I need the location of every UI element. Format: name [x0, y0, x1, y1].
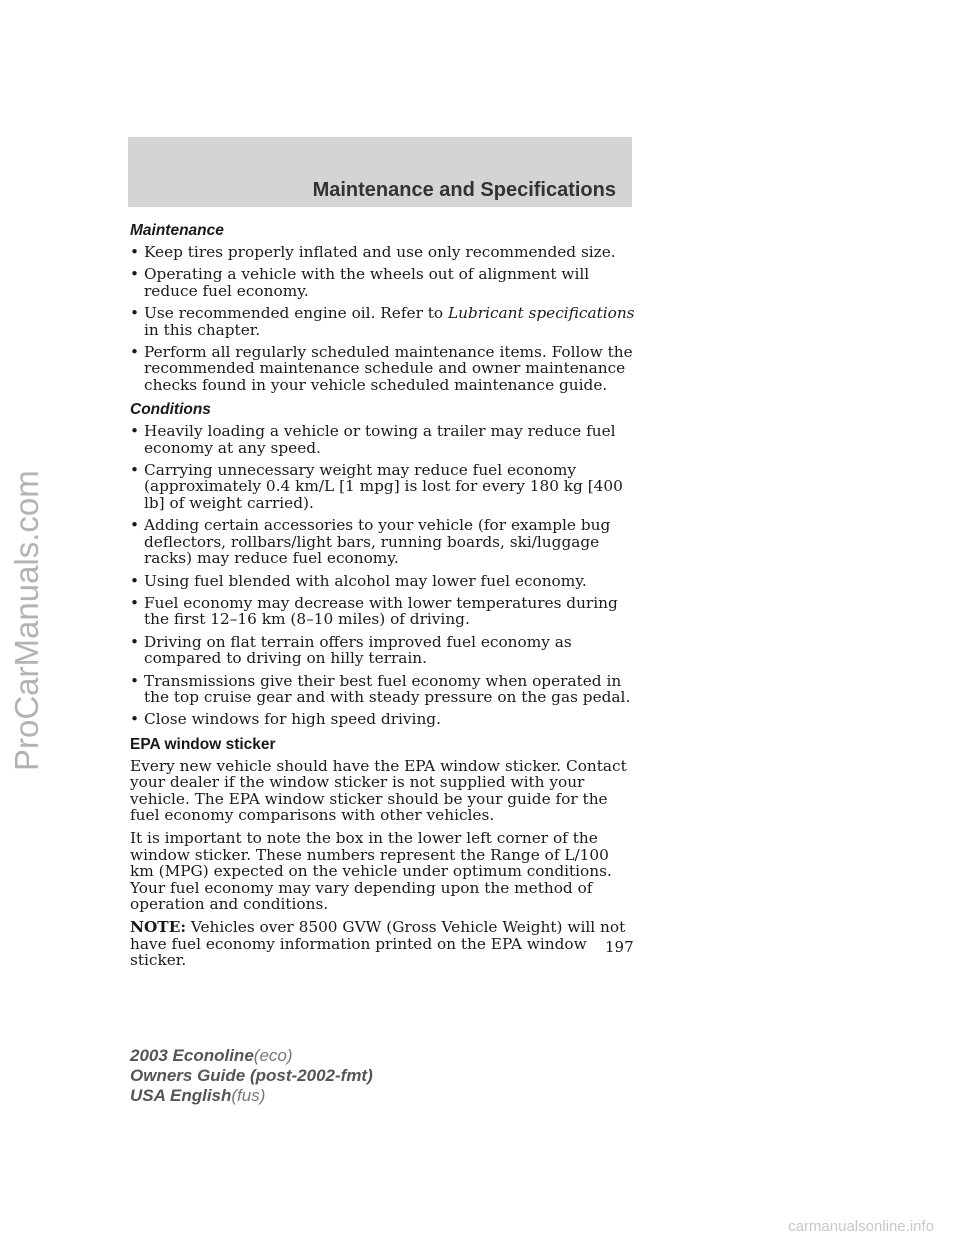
- list-item: [130, 344, 635, 393]
- footer-line-2: Owners Guide (post-2002-fmt): [130, 1066, 373, 1085]
- bullet-icon: •: [130, 265, 140, 284]
- maintenance-list: [130, 244, 635, 393]
- bottom-watermark: carmanualsonline.info: [788, 1218, 934, 1235]
- list-item: [130, 462, 635, 511]
- footer-line-3: [130, 1086, 373, 1106]
- bullet-icon: •: [130, 710, 140, 729]
- footer-model: 2003 Econoline: [130, 1046, 254, 1065]
- note-label: NOTE:: [130, 918, 186, 937]
- footer-language-code: (fus): [231, 1086, 266, 1105]
- maintenance-heading: Maintenance: [130, 222, 224, 239]
- epa-paragraph-2: It is important to note the box in the lower left corner of the window sticker. These numbers represent the Range of L/100 km (MPG) expected on the vehicle under optimum conditions. Your fuel economy may vary depending upon the method of operation and conditions.: [130, 829, 612, 913]
- list-item: [130, 634, 635, 667]
- list-item: [130, 423, 635, 456]
- footer-language: USA English: [130, 1086, 232, 1105]
- list-item: [130, 266, 635, 299]
- page-title: Maintenance and Specifications: [312, 179, 616, 201]
- conditions-list: [130, 423, 635, 728]
- list-item: [130, 595, 635, 628]
- list-item-text: Heavily loading a vehicle or towing a trailer may reduce fuel economy at any speed.: [144, 422, 616, 457]
- bullet-icon: •: [130, 304, 140, 323]
- bullet-icon: •: [130, 593, 140, 612]
- list-item-text-tail: in this chapter.: [144, 320, 261, 339]
- bullet-icon: •: [130, 422, 140, 441]
- list-item-text: Keep tires properly inflated and use only recommended size.: [144, 243, 616, 261]
- list-item: [130, 517, 635, 566]
- list-item-text: Carrying unnecessary weight may reduce fuel economy (approximately 0.4 km/L [1 mpg] is lost for every 180 kg [400 lb] of weight carried).: [144, 461, 623, 512]
- list-item-text: Driving on flat terrain offers improved fuel economy as compared to driving on hilly terrain.: [144, 632, 572, 668]
- list-item-text: Transmissions give their best fuel economy when operated in the top cruise gear and with steady pressure on the gas pedal.: [144, 671, 631, 706]
- bullet-icon: •: [130, 571, 140, 590]
- list-item: [130, 573, 635, 589]
- bullet-icon: •: [130, 343, 140, 362]
- page-number: 197: [605, 938, 634, 956]
- bullet-icon: •: [130, 671, 140, 690]
- epa-note: [130, 919, 635, 968]
- list-item-text: Operating a vehicle with the wheels out of alignment will reduce fuel economy.: [144, 265, 590, 300]
- epa-paragraph-1: Every new vehicle should have the EPA window sticker. Contact your dealer if the window sticker is not supplied with your vehicle. The EPA window sticker should be your guide for the fuel economy comparisons with other vehicles.: [130, 756, 627, 824]
- list-item-text: Perform all regularly scheduled maintenance items. Follow the recommended maintenance schedule and owner maintenance checks found in your vehicle scheduled maintenance guide.: [144, 343, 633, 394]
- lubricant-reference: Lubricant specifications: [447, 304, 635, 323]
- list-item-text: Using fuel blended with alcohol may lower fuel economy.: [144, 571, 587, 590]
- conditions-heading: Conditions: [130, 401, 211, 419]
- list-item: [130, 673, 635, 706]
- list-item-text: Fuel economy may decrease with lower temperatures during the first 12–16 km (8–10 miles) of driving.: [144, 593, 618, 629]
- epa-heading: EPA window sticker: [130, 735, 276, 753]
- footer: [130, 1046, 373, 1106]
- list-item: [130, 711, 635, 727]
- bullet-icon: •: [130, 243, 140, 261]
- side-watermark: ProCarManuals.com: [8, 469, 45, 771]
- list-item: [130, 305, 635, 338]
- bullet-icon: •: [130, 461, 140, 480]
- header-band: [128, 137, 632, 207]
- list-item-text: Adding certain accessories to your vehicle (for example bug deflectors, rollbars/light bars, running boards, ski/luggage racks) may reduce fuel economy.: [144, 516, 611, 568]
- bullet-icon: •: [130, 632, 140, 651]
- footer-model-code: (eco): [253, 1046, 293, 1065]
- bullet-icon: •: [130, 516, 140, 535]
- list-item-text: Close windows for high speed driving.: [144, 710, 441, 729]
- note-text: Vehicles over 8500 GVW (Gross Vehicle Weight) will not have fuel economy information printed on the EPA window sticker.: [130, 918, 626, 970]
- list-item-text: Use recommended engine oil. Refer to: [144, 304, 448, 323]
- main-content: [130, 222, 635, 976]
- list-item: [130, 244, 635, 260]
- footer-line-1: [130, 1046, 373, 1066]
